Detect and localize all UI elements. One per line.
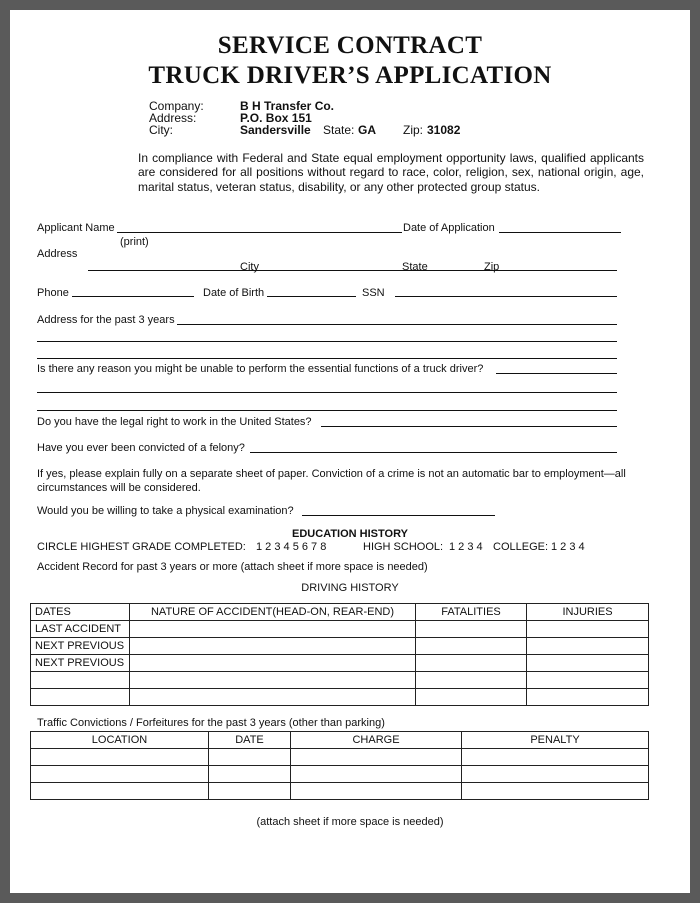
table-cell[interactable] [462, 766, 649, 783]
accident-record-note: Accident Record for past 3 years or more (attach sheet if more space is needed) [37, 561, 428, 573]
row-label: NEXT PREVIOUS [31, 655, 130, 672]
table-cell[interactable] [130, 689, 416, 706]
table-row [31, 638, 649, 655]
table-cell[interactable] [416, 689, 527, 706]
table-row [31, 783, 649, 800]
footer-note: (attach sheet if more space is needed) [256, 816, 444, 828]
print-hint: (print) [120, 236, 149, 248]
circle-grade-label: CIRCLE HIGHEST GRADE COMPLETED: [37, 541, 246, 553]
felony-answer-field[interactable] [250, 452, 617, 453]
table-row [31, 672, 649, 689]
unable-answer-field-3[interactable] [37, 410, 617, 411]
table-cell[interactable] [31, 783, 209, 800]
table-cell[interactable] [416, 621, 527, 638]
table-cell[interactable] [527, 689, 649, 706]
college-options[interactable]: 1 2 3 4 [551, 541, 585, 553]
city-value: Sandersville [240, 123, 311, 137]
column-header: DATE [209, 732, 291, 749]
title-line-1: SERVICE CONTRACT [217, 32, 483, 59]
table-row [31, 655, 649, 672]
education-heading: EDUCATION HISTORY [292, 528, 408, 540]
past-address-field-2[interactable] [37, 341, 617, 342]
table-cell[interactable] [209, 783, 291, 800]
address-field[interactable] [88, 270, 617, 271]
city-field-label: City [240, 261, 259, 273]
row-label: NEXT PREVIOUS [31, 638, 130, 655]
table-cell[interactable] [416, 672, 527, 689]
felony-note: If yes, please explain fully on a separate sheet of paper. Conviction of a crime is not an automatic bar to employment—all circumstances will be considered. [37, 468, 626, 494]
phone-label: Phone [37, 287, 69, 299]
driving-history-heading: DRIVING HISTORY [301, 582, 399, 594]
college-label: COLLEGE: [493, 541, 549, 553]
table-cell[interactable] [291, 783, 462, 800]
unable-answer-field-1[interactable] [496, 373, 617, 374]
company-value: B H Transfer Co. [240, 99, 335, 113]
unable-answer-field-2[interactable] [37, 392, 617, 393]
table-cell[interactable] [416, 638, 527, 655]
address-label: Address [37, 248, 78, 260]
applicant-name-label: Applicant Name [37, 222, 115, 234]
table-cell[interactable] [130, 655, 416, 672]
table-cell[interactable] [209, 766, 291, 783]
city-label: City: [149, 123, 173, 137]
state-value: GA [358, 123, 376, 137]
zip-value: 31082 [427, 123, 461, 137]
row-label: LAST ACCIDENT [31, 621, 130, 638]
table-header-row [31, 604, 649, 621]
legal-answer-field[interactable] [321, 426, 617, 427]
table-cell[interactable] [527, 655, 649, 672]
table-cell[interactable] [527, 621, 649, 638]
phone-field[interactable] [72, 296, 194, 297]
column-header: FATALITIES [416, 604, 527, 621]
address-value: P.O. Box 151 [240, 111, 312, 125]
zip-field-label: Zip [484, 261, 500, 273]
table-cell[interactable] [31, 766, 209, 783]
column-header: INJURIES [527, 604, 649, 621]
application-page [10, 10, 690, 893]
grade-options[interactable]: 1 2 3 4 5 6 7 8 [256, 541, 327, 553]
column-header: CHARGE [291, 732, 462, 749]
date-of-application-label: Date of Application [403, 222, 495, 234]
column-header: NATURE OF ACCIDENT(HEAD-ON, REAR-END) [130, 604, 416, 621]
table-cell[interactable] [130, 672, 416, 689]
physical-question: Would you be willing to take a physical examination? [37, 505, 294, 517]
physical-answer-field[interactable] [302, 515, 495, 516]
column-header: PENALTY [462, 732, 649, 749]
title-line-2: TRUCK DRIVER’S APPLICATION [148, 62, 552, 89]
date-of-birth-field[interactable] [267, 296, 356, 297]
felony-question: Have you ever been convicted of a felony? [37, 442, 245, 454]
high-school-label: HIGH SCHOOL: [363, 541, 444, 553]
table-cell[interactable] [462, 749, 649, 766]
ssn-label: SSN [362, 287, 385, 299]
company-label: Company: [149, 99, 204, 113]
past-address-field-1[interactable] [177, 324, 617, 325]
table-cell[interactable] [416, 655, 527, 672]
eeo-notice: In compliance with Federal and State equal employment opportunity laws, qualified applicants are considered for all positions without regard to race, color, religion, sex, national origin, age, marital status, veteran status, disability, or any other protected group status. [138, 151, 644, 194]
zip-label: Zip: [403, 123, 424, 137]
column-header: DATES [31, 604, 130, 621]
table-row [31, 621, 649, 638]
table-cell[interactable] [130, 621, 416, 638]
applicant-name-field[interactable] [117, 232, 402, 233]
address-label: Address: [149, 111, 197, 125]
table-cell[interactable] [527, 638, 649, 655]
date-of-application-field[interactable] [499, 232, 621, 233]
driving-history-table [30, 603, 649, 706]
traffic-heading: Traffic Convictions / Forfeitures for the past 3 years (other than parking) [37, 717, 385, 729]
table-cell[interactable] [31, 749, 209, 766]
traffic-table [30, 731, 649, 800]
high-school-options[interactable]: 1 2 3 4 [449, 541, 483, 553]
table-header-row [31, 732, 649, 749]
unable-question: Is there any reason you might be unable to perform the essential functions of a truck driver? [37, 363, 484, 375]
table-row [31, 689, 649, 706]
table-cell[interactable] [209, 749, 291, 766]
legal-question: Do you have the legal right to work in the United States? [37, 416, 312, 428]
past-address-label: Address for the past 3 years [37, 314, 175, 326]
date-of-birth-label: Date of Birth [203, 287, 265, 299]
table-cell[interactable] [291, 766, 462, 783]
row-label[interactable] [31, 672, 130, 689]
state-field-label: State [402, 261, 428, 273]
state-label: State: [323, 123, 355, 137]
row-label[interactable] [31, 689, 130, 706]
table-cell[interactable] [462, 783, 649, 800]
table-row [31, 766, 649, 783]
past-address-field-3[interactable] [37, 358, 617, 359]
ssn-field[interactable] [395, 296, 617, 297]
table-cell[interactable] [130, 638, 416, 655]
table-cell[interactable] [527, 672, 649, 689]
table-row [31, 749, 649, 766]
column-header: LOCATION [31, 732, 209, 749]
table-cell[interactable] [291, 749, 462, 766]
